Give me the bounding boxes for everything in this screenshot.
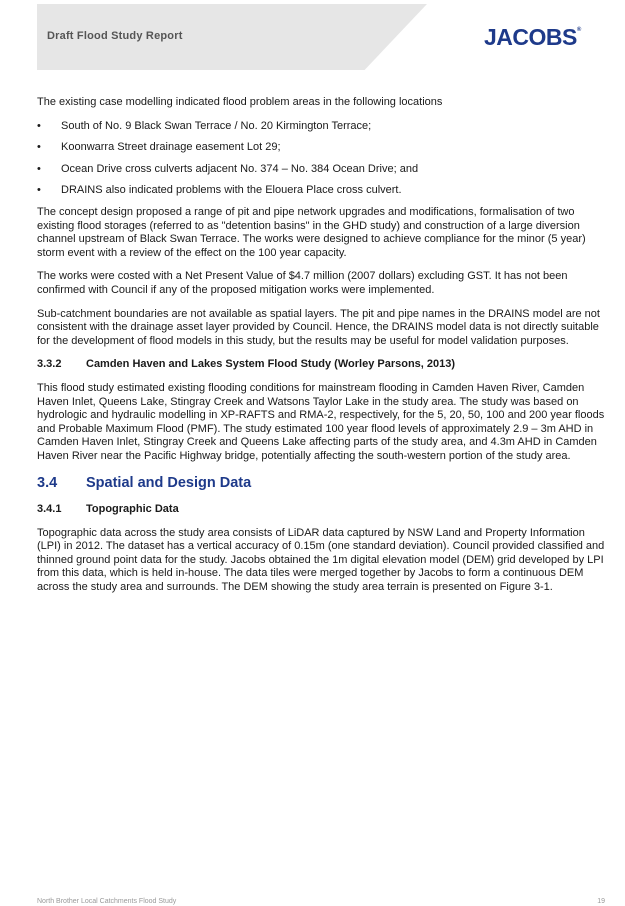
topographic-paragraph: Topographic data across the study area consists of LiDAR data captured by NSW Land and Property Information (LPI) in 2012. The dataset has a vertical accuracy of 0.15m (one standard deviation). Council provided classified and thinned ground point data for the study. Jacobs obtained the 1m digital elevation model (DEM) grid developed by LPI from this data, which is held in-house. The data tiles were merged together by Jacobs to form a continuous DEM across the study area and surrounds. The DEM showing the study area terrain is presented on Figure 3-1. [37,526,605,594]
bullet-icon: • [37,184,41,197]
costing-paragraph: The works were costed with a Net Present Value of $4.7 million (2007 dollars) excluding GST. It has not been confirmed with Council if any of the proposed mitigation works were implemented. [37,270,568,296]
list-item [37,120,605,134]
list-item [37,163,605,177]
section-title: Camden Haven and Lakes System Flood Study (Worley Parsons, 2013) [86,358,456,371]
section-number: 3.4.1 [37,503,62,516]
logo-text: JACOBS [484,24,577,50]
bullet-icon: • [37,141,41,154]
jacobs-logo [484,24,581,51]
heading-3-3-2 [37,358,605,372]
section-number: 3.4 [37,475,58,492]
list-item-text: Ocean Drive cross culverts adjacent No. 374 – No. 384 Ocean Drive; and [61,162,419,175]
list-item-text: South of No. 9 Black Swan Terrace / No. 20 Kirmington Terrace; [61,119,372,132]
list-item [37,184,605,198]
problem-areas-list [37,120,605,198]
sub-catchment-paragraph: Sub-catchment boundaries are not available as spatial layers. The pit and pipe names in the DRAINS model are not consistent with the drainage asset layer provided by Council. Hence, the DRAINS model data is not directly suitable for the development of flood models in this study, but the results may be useful for model validation purposes. [37,307,600,347]
document-body [37,96,605,605]
section-title: Topographic Data [86,503,179,516]
concept-design-paragraph: The concept design proposed a range of pit and pipe network upgrades and modifications, formalisation of two existing flood storages (referred to as "detention basins" in the GHD study) and construction of a large diversion channel upstream of Black Swan Terrace. The works were designed to achieve compliance for the minor (5 year) storm event with a review of the effect on the 100 year capacity. [37,205,586,259]
list-item-text: Koonwarra Street drainage easement Lot 29; [61,141,281,154]
footer-document-title: North Brother Local Catchments Flood Study [37,898,177,905]
list-item-text: DRAINS also indicated problems with the Elouera Place cross culvert. [61,184,402,197]
bullet-icon: • [37,119,41,132]
section-title: Spatial and Design Data [86,475,252,492]
registered-mark: ® [576,27,581,33]
camden-haven-paragraph: This flood study estimated existing flooding conditions for mainstream flooding in Camden Haven River, Camden Haven Inlet, Queens Lake, Stingray Creek and Watsons Taylor Lake in the study area. The study was based on hydrologic and hydraulic modelling in XP-RAFTS and RMA-2, respectively, for the 5, 20, 50, 100 and 200 year floods and Probable Maximum Flood (PMF). The study estimated 100 year flood levels of approximately 2.9 – 3m AHD in Camden Haven Inlet, Stingray Creek and Queens Lake affecting parts of the study area, and 4.3m AHD in Camden Haven River near the Pacific Highway bridge, potentially affecting the south-western portion of the study area. [37,381,605,462]
list-item [37,141,605,155]
section-number: 3.3.2 [37,358,62,371]
heading-3-4 [37,477,605,491]
heading-3-4-1 [37,503,605,517]
report-title: Draft Flood Study Report [47,30,183,42]
page-footer [37,898,605,905]
bullet-icon: • [37,162,41,175]
intro-paragraph: The existing case modelling indicated flood problem areas in the following locations [37,96,443,108]
page-number: 19 [597,898,605,905]
